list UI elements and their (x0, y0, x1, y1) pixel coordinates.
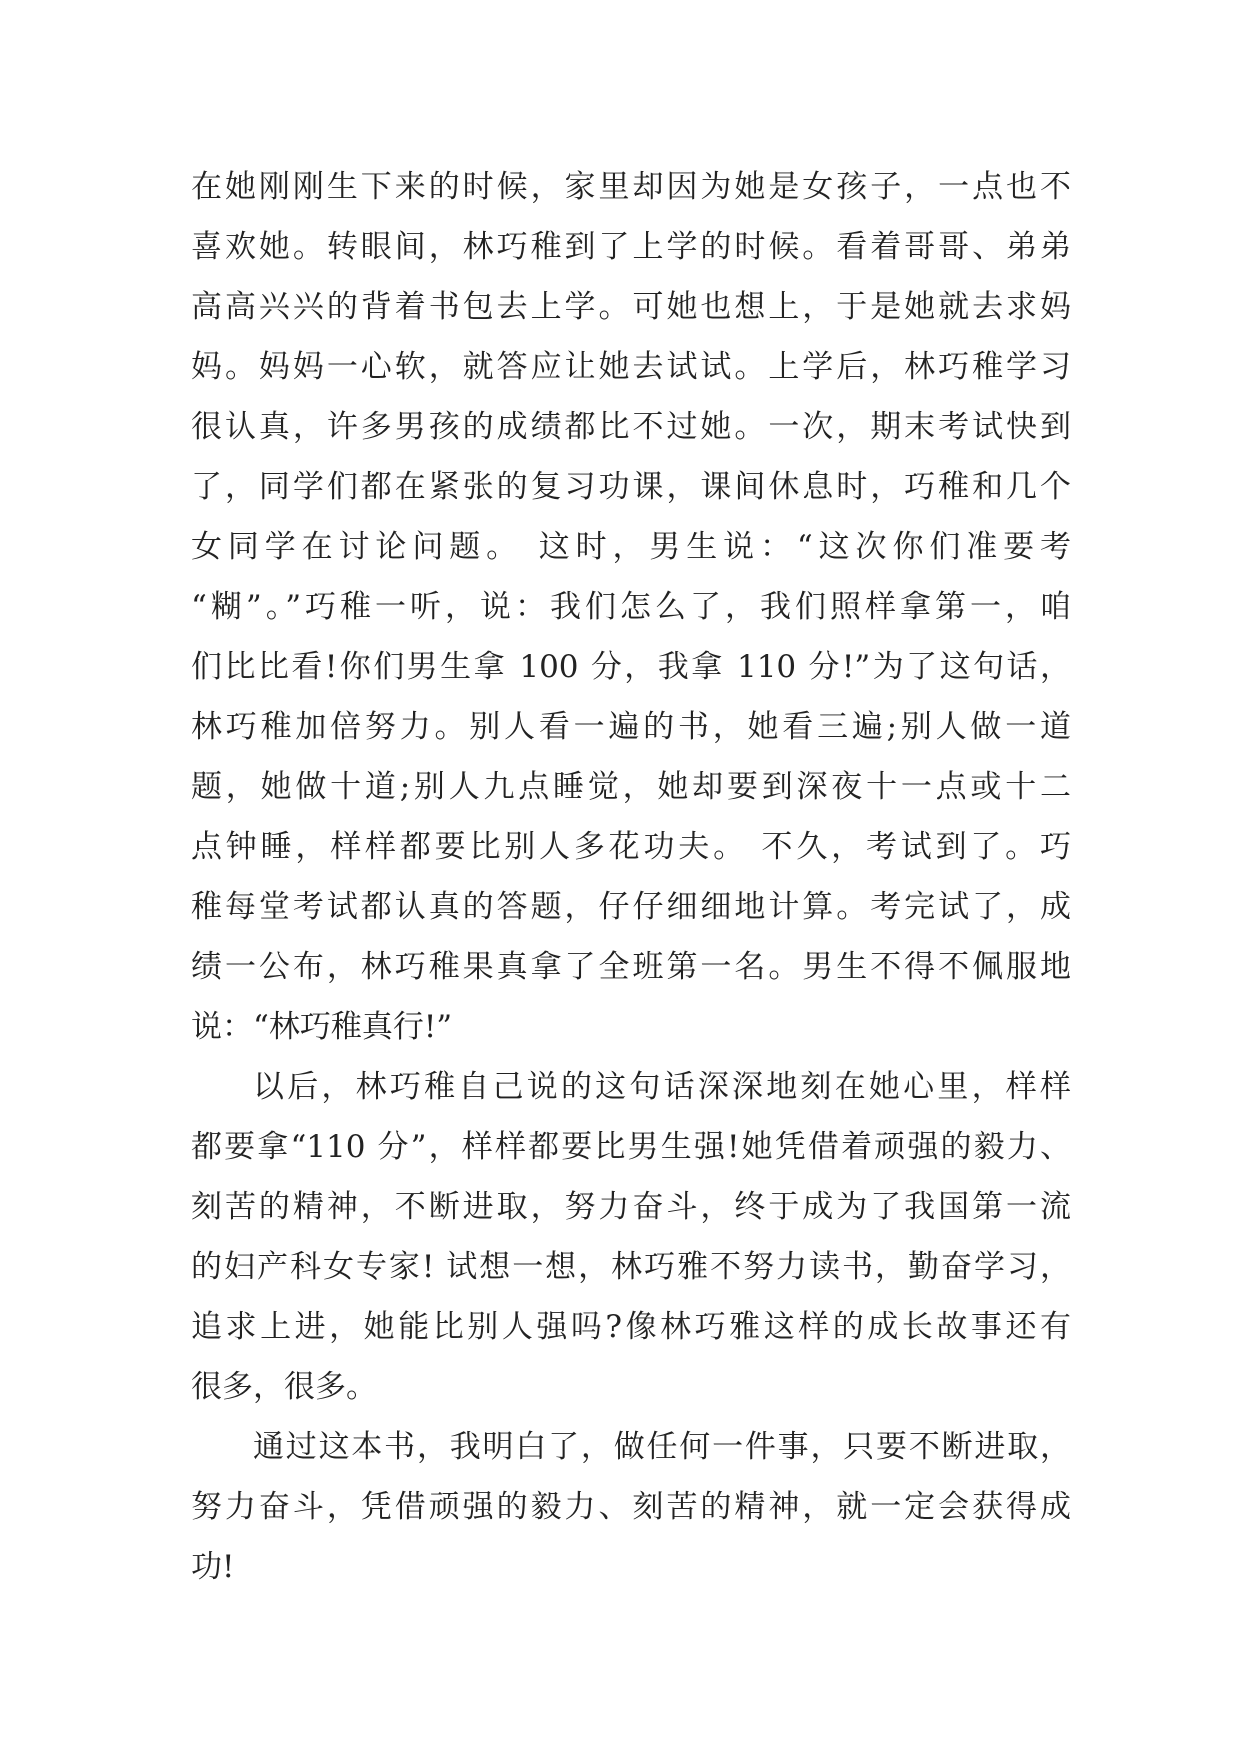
text-line: 高高兴兴的背着书包去上学。可她也想上，于是她就去求妈 (191, 289, 1071, 325)
text-line: 说：“林巧稚真行!” (191, 1009, 453, 1045)
text-line: “糊”。”巧稚一听，说：我们怎么了，我们照样拿第一，咱 (191, 589, 1071, 625)
text-line: 林巧稚加倍努力。别人看一遍的书，她看三遍;别人做一道 (191, 709, 1071, 745)
text-line: 以后，林巧稚自己说的这句话深深地刻在她心里，样样 (253, 1069, 1071, 1105)
text-line: 刻苦的精神，不断进取，努力奋斗，终于成为了我国第一流 (191, 1189, 1071, 1225)
text-line: 很认真，许多男孩的成绩都比不过她。一次，期末考试快到 (191, 409, 1071, 445)
text-line: 努力奋斗，凭借顽强的毅力、刻苦的精神，就一定会获得成 (191, 1489, 1071, 1525)
text-line: 很多，很多。 (191, 1369, 377, 1405)
text-line: 喜欢她。转眼间，林巧稚到了上学的时候。看着哥哥、弟弟 (191, 229, 1071, 265)
text-line: 妈。妈妈一心软，就答应让她去试试。上学后，林巧稚学习 (191, 349, 1071, 385)
text-line: 点钟睡，样样都要比别人多花功夫。 不久，考试到了。巧 (191, 829, 1071, 865)
text-line: 追求上进，她能比别人强吗?像林巧雅这样的成长故事还有 (191, 1309, 1071, 1345)
text-line: 们比比看!你们男生拿 100 分，我拿 110 分!”为了这句话， (191, 649, 1071, 685)
text-line: 女同学在讨论问题。 这时，男生说：“这次你们准要考 (191, 529, 1071, 565)
text-line: 题，她做十道;别人九点睡觉，她却要到深夜十一点或十二 (191, 769, 1071, 805)
paragraph (191, 1417, 1071, 1597)
text-line: 通过这本书，我明白了，做任何一件事，只要不断进取， (253, 1429, 1071, 1465)
text-line: 了，同学们都在紧张的复习功课，课间休息时，巧稚和几个 (191, 469, 1071, 505)
text-line: 在她刚刚生下来的时候，家里却因为她是女孩子，一点也不 (191, 169, 1071, 205)
text-line: 的妇产科女专家! 试想一想，林巧雅不努力读书，勤奋学习， (191, 1249, 1071, 1285)
text-line: 绩一公布，林巧稚果真拿了全班第一名。男生不得不佩服地 (191, 949, 1071, 985)
paragraph (191, 157, 1071, 1057)
text-line: 功! (191, 1549, 235, 1585)
document-body (191, 157, 1071, 1597)
paragraph (191, 1057, 1071, 1417)
text-line: 都要拿“110 分”，样样都要比男生强!她凭借着顽强的毅力、 (191, 1129, 1071, 1165)
text-line: 稚每堂考试都认真的答题，仔仔细细地计算。考完试了，成 (191, 889, 1071, 925)
